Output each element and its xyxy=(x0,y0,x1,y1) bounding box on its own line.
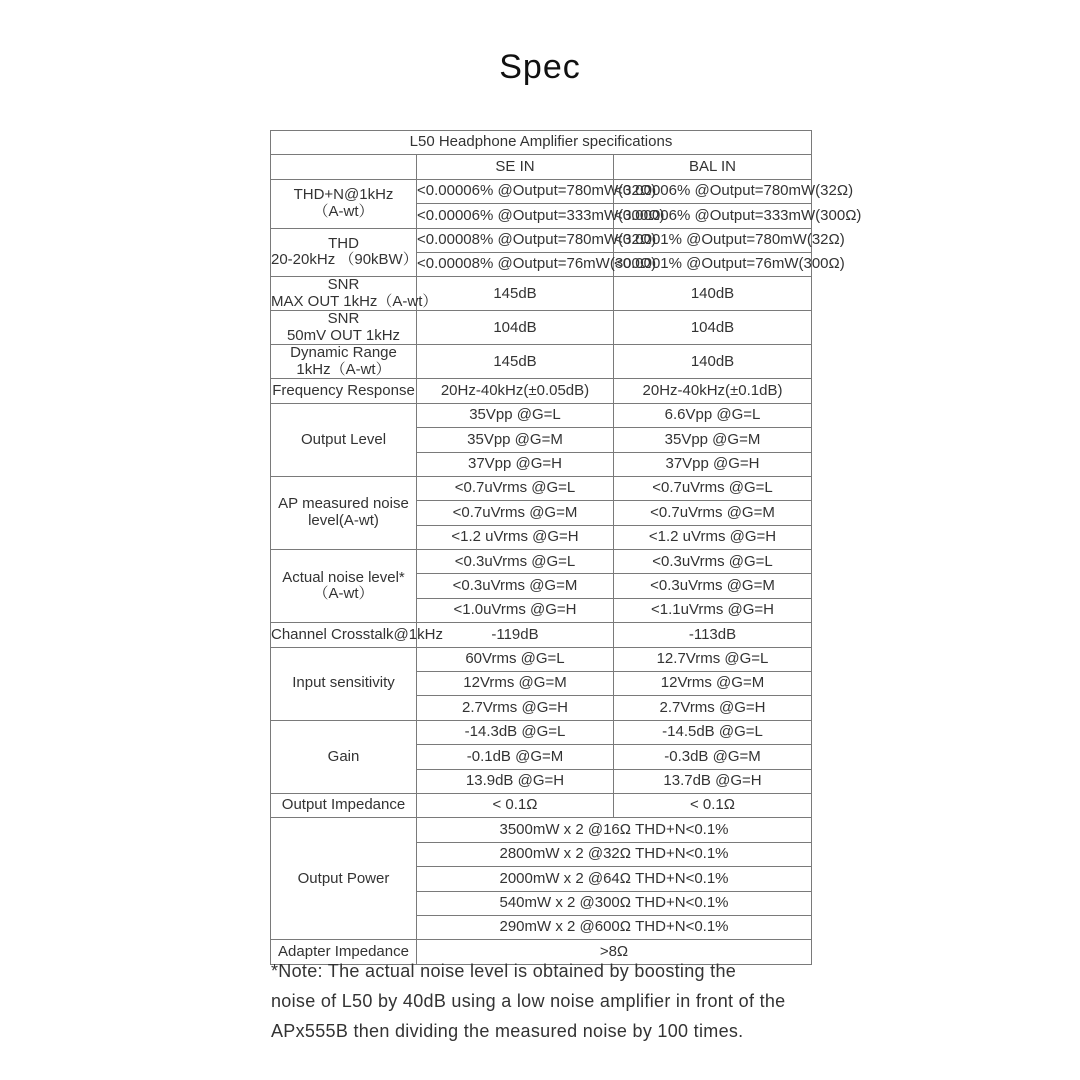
spec-label-line: Output Power xyxy=(297,869,390,887)
bal-in-value: 140dB xyxy=(614,277,812,311)
se-in-value: -0.1dB @G=M xyxy=(417,745,614,769)
spec-label-line: Gain xyxy=(327,747,360,765)
bal-in-value: <0.00006% @Output=780mW(32Ω) xyxy=(614,179,812,203)
bal-in-value: <0.3uVrms @G=L xyxy=(614,550,812,574)
spec-label-line: （A-wt） xyxy=(313,585,374,603)
bal-in-value: -0.3dB @G=M xyxy=(614,745,812,769)
spec-label-line: 1kHz（A-wt） xyxy=(296,360,391,378)
spec-label-line: Dynamic Range xyxy=(290,344,397,362)
spec-label-line: MAX OUT 1kHz（A-wt） xyxy=(271,292,438,310)
table-caption: L50 Headphone Amplifier specifications xyxy=(271,131,812,155)
se-in-value: <0.00008% @Output=780mW(32Ω) xyxy=(417,228,614,252)
se-in-value: <1.2 uVrms @G=H xyxy=(417,525,614,549)
se-in-value: 145dB xyxy=(417,277,614,311)
se-in-value: 35Vpp @G=M xyxy=(417,428,614,452)
value-cell: 2000mW x 2 @64Ω THD+N<0.1% xyxy=(417,867,812,891)
bal-in-value: -14.5dB @G=L xyxy=(614,720,812,744)
se-in-value: <0.3uVrms @G=L xyxy=(417,550,614,574)
spec-label-line: SNR xyxy=(327,310,360,328)
se-in-value: 35Vpp @G=L xyxy=(417,403,614,427)
spec-label-line: Frequency Response xyxy=(272,381,415,399)
bal-in-value: 12.7Vrms @G=L xyxy=(614,647,812,671)
spec-label-line: Adapter Impedance xyxy=(278,942,409,960)
spec-label xyxy=(271,403,417,476)
bal-in-value: <0.3uVrms @G=M xyxy=(614,574,812,598)
footnote-line: noise of L50 by 40dB using a low noise amplifier in front of the xyxy=(271,991,786,1011)
value-cell: 3500mW x 2 @16Ω THD+N<0.1% xyxy=(417,818,812,842)
spec-label xyxy=(271,720,417,793)
se-in-value: 12Vrms @G=M xyxy=(417,672,614,696)
value-cell: >8Ω xyxy=(417,940,812,964)
se-in-value: 13.9dB @G=H xyxy=(417,769,614,793)
value-cell: 540mW x 2 @300Ω THD+N<0.1% xyxy=(417,891,812,915)
bal-in-value: <0.0001% @Output=780mW(32Ω) xyxy=(614,228,812,252)
se-in-value: 104dB xyxy=(417,311,614,345)
spec-label-line: Channel Crosstalk@1kHz xyxy=(271,625,443,643)
table-row xyxy=(271,228,812,252)
bal-in-value: <0.7uVrms @G=L xyxy=(614,476,812,500)
spec-label xyxy=(271,345,417,379)
table-row xyxy=(271,793,812,817)
se-in-value: <0.7uVrms @G=M xyxy=(417,501,614,525)
se-in-value: -14.3dB @G=L xyxy=(417,720,614,744)
se-in-value: 2.7Vrms @G=H xyxy=(417,696,614,720)
value-cell: 290mW x 2 @600Ω THD+N<0.1% xyxy=(417,915,812,939)
header-empty-cell xyxy=(271,155,417,179)
table-row xyxy=(271,550,812,574)
table-row xyxy=(271,818,812,842)
se-in-value: <0.3uVrms @G=M xyxy=(417,574,614,598)
table-row xyxy=(271,345,812,379)
bal-in-value: 20Hz-40kHz(±0.1dB) xyxy=(614,379,812,403)
se-in-value: <0.7uVrms @G=L xyxy=(417,476,614,500)
bal-in-value: 140dB xyxy=(614,345,812,379)
spec-label-line: （A-wt） xyxy=(313,202,374,220)
bal-in-value: 13.7dB @G=H xyxy=(614,769,812,793)
spec-label xyxy=(271,379,417,403)
spec-label-line: 50mV OUT 1kHz xyxy=(286,326,401,344)
page-title: Spec xyxy=(499,48,581,86)
spec-label-line: 20-20kHz （90kBW） xyxy=(271,251,418,269)
table-row xyxy=(271,311,812,345)
se-in-value: < 0.1Ω xyxy=(417,793,614,817)
spec-table xyxy=(270,130,862,965)
spec-label-line: SNR xyxy=(327,276,360,294)
bal-in-value: 6.6Vpp @G=L xyxy=(614,403,812,427)
table-caption-row xyxy=(271,131,812,155)
bal-in-value: -113dB xyxy=(614,623,812,647)
table-row xyxy=(271,179,812,203)
spec-label-line: THD xyxy=(328,234,359,252)
bal-in-value: 37Vpp @G=H xyxy=(614,452,812,476)
bal-in-value: <0.0001% @Output=76mW(300Ω) xyxy=(614,252,812,276)
bal-in-value: <1.1uVrms @G=H xyxy=(614,598,812,622)
table-row xyxy=(271,623,812,647)
bal-in-value: 2.7Vrms @G=H xyxy=(614,696,812,720)
spec-label xyxy=(271,276,438,311)
se-in-value: <1.0uVrms @G=H xyxy=(417,598,614,622)
table-row xyxy=(271,403,812,427)
se-in-value: <0.00006% @Output=333mW(300Ω) xyxy=(417,204,614,228)
spec-label xyxy=(271,818,417,940)
se-in-value: 37Vpp @G=H xyxy=(417,452,614,476)
value-cell: 2800mW x 2 @32Ω THD+N<0.1% xyxy=(417,842,812,866)
table-row xyxy=(271,720,812,744)
se-in-value: 145dB xyxy=(417,345,614,379)
table-header-row xyxy=(271,155,812,179)
table-row xyxy=(271,379,812,403)
bal-in-value: 12Vrms @G=M xyxy=(614,672,812,696)
bal-in-value: 104dB xyxy=(614,311,812,345)
footnote-line: APx555B then dividing the measured noise by 100 times. xyxy=(271,1021,744,1041)
se-in-value: <0.00006% @Output=780mW(32Ω) xyxy=(417,179,614,203)
spec-label-line: Actual noise level* xyxy=(282,568,405,586)
spec-label xyxy=(271,311,417,345)
bal-in-value: <0.00006% @Output=333mW(300Ω) xyxy=(614,204,812,228)
spec-label xyxy=(271,623,443,647)
spec-label-line: Output Impedance xyxy=(281,796,406,814)
header-se-in: SE IN xyxy=(417,155,614,179)
spec-label xyxy=(271,476,417,549)
se-in-value: 20Hz-40kHz(±0.05dB) xyxy=(417,379,614,403)
se-in-value: -119dB xyxy=(417,623,614,647)
spec-label-line: level(A-wt) xyxy=(308,511,379,529)
spec-label xyxy=(271,179,417,228)
table-row xyxy=(271,476,812,500)
spec-label-line: Input sensitivity xyxy=(292,674,395,692)
spec-label xyxy=(271,793,417,817)
se-in-value: 60Vrms @G=L xyxy=(417,647,614,671)
bal-in-value: 35Vpp @G=M xyxy=(614,428,812,452)
spec-label-line: Output Level xyxy=(300,430,387,448)
table-row xyxy=(271,277,812,311)
spec-label xyxy=(271,647,417,720)
spec-label-line: AP measured noise xyxy=(278,495,409,513)
bal-in-value: < 0.1Ω xyxy=(614,793,812,817)
bal-in-value: <0.7uVrms @G=M xyxy=(614,501,812,525)
spec-label-line: THD+N@1kHz xyxy=(293,186,394,204)
table-row xyxy=(271,647,812,671)
header-bal-in: BAL IN xyxy=(614,155,812,179)
spec-label xyxy=(271,550,417,623)
footnote xyxy=(271,956,831,1046)
spec-label xyxy=(271,228,417,277)
footnote-line: *Note: The actual noise level is obtained by boosting the xyxy=(271,961,737,981)
bal-in-value: <1.2 uVrms @G=H xyxy=(614,525,812,549)
se-in-value: <0.00008% @Output=76mW(300Ω) xyxy=(417,252,614,276)
